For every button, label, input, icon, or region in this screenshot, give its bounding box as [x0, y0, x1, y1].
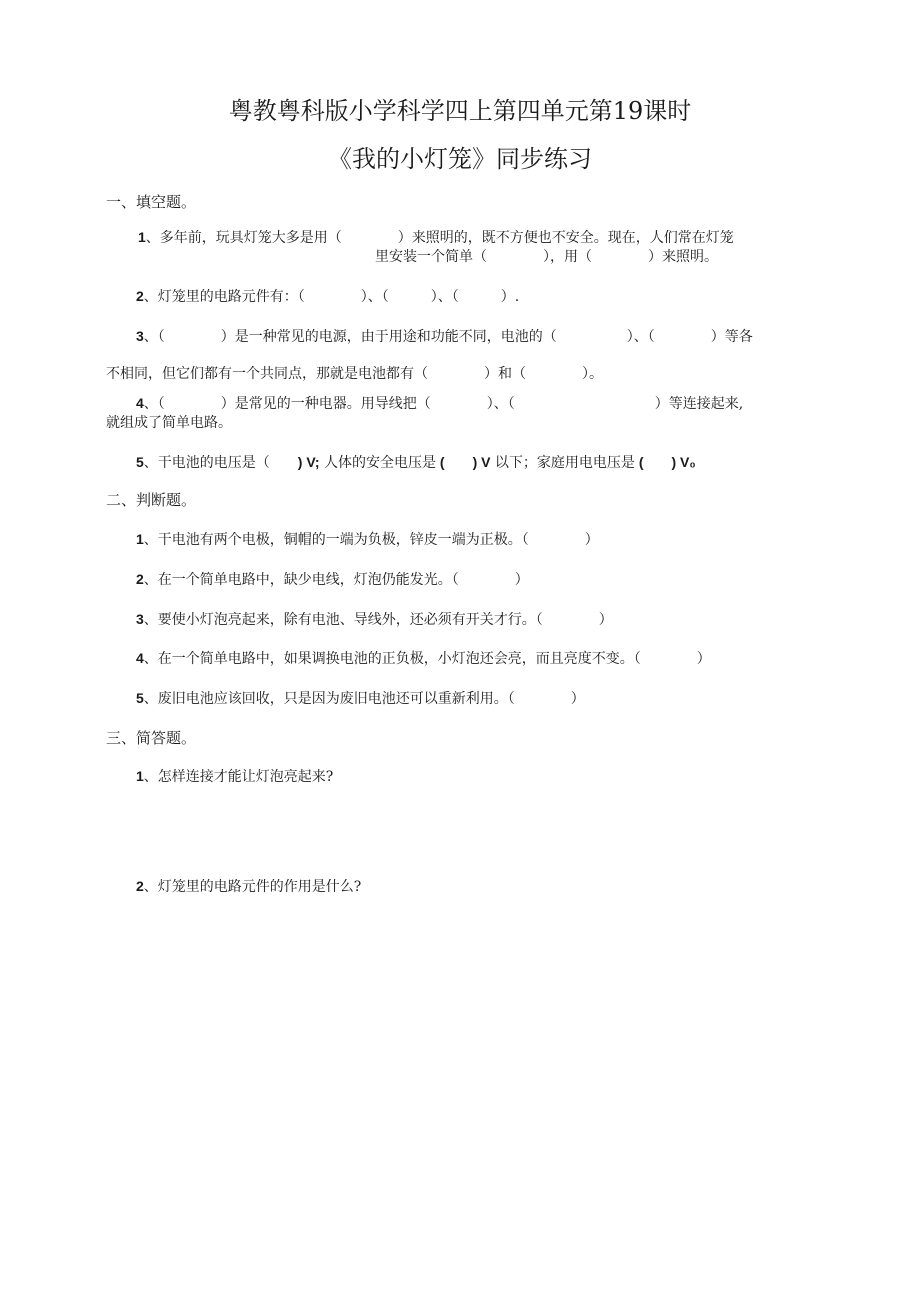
- page-subtitle: 《我的小灯笼》同步练习: [328, 145, 592, 173]
- question-text: 、要使小灯泡亮起来，除有电池、导线外，还必须有开关才行。（ ）: [143, 612, 613, 628]
- question-text: 、干电池有两个电极，铜帽的一端为负极，锌皮一端为正极。（ ）: [143, 532, 599, 548]
- judge-question-4: [136, 649, 711, 668]
- question-text: 、多年前，玩具灯笼大多是用（ ）来照明的，既不方便也不安全。现在，人们常在灯笼: [145, 230, 734, 246]
- question-text: 人体的安全电压是: [319, 455, 437, 471]
- question-text: 、干电池的电压是（: [143, 455, 270, 471]
- question-number: 5: [136, 454, 144, 470]
- blank-volt: ) V;: [269, 454, 320, 470]
- question-text: 、在一个简单电路中，如果调换电池的正负极，小灯泡还会亮，而且亮度不变。（ ）: [143, 651, 711, 667]
- fill-question-1: [138, 228, 734, 247]
- fill-question-4-cont: 就组成了简单电路。: [106, 415, 232, 431]
- question-text: 、灯笼里的电路元件有：（ ）、（ ）、（ ）.: [143, 289, 520, 305]
- question-number: 3: [136, 328, 144, 344]
- question-number: 2: [136, 878, 144, 894]
- fill-question-3-cont: 不相同，但它们都有一个共同点，那就是电池都有（ ）和（ ）。: [106, 366, 603, 382]
- fill-question-4: [136, 394, 743, 413]
- question-number: 1: [138, 229, 146, 245]
- question-number: 1: [136, 768, 144, 784]
- page-title: 粤教粤科版小学科学四上第四单元第19课时: [228, 97, 692, 125]
- judge-question-5: [136, 689, 585, 708]
- answer-question-2: [136, 877, 361, 896]
- fill-question-3: [136, 327, 753, 346]
- blank-volt: ( ) V: [436, 454, 491, 470]
- question-text: 、灯笼里的电路元件的作用是什么?: [143, 879, 362, 895]
- question-text: 、废旧电池应该回收，只是因为废旧电池还可以重新利用。（ ）: [143, 691, 585, 707]
- fill-question-1-cont: 里安装一个简单（ ），用（ ）来照明。: [375, 249, 718, 265]
- question-text: 、在一个简单电路中，缺少电线，灯泡仍能发光。（ ）: [143, 572, 529, 588]
- question-text: 、（ ）是常见的一种电器。用导线把（ ）、（ ）等连接起来,: [143, 396, 744, 412]
- question-number: 5: [136, 690, 144, 706]
- question-text: 以下；家庭用电电压是: [490, 455, 635, 471]
- section-heading-fill-blank: 一、填空题。: [106, 193, 197, 211]
- question-text: 、（ ）是一种常见的电源，由于用途和功能不同，电池的（ ）、（ ）等各: [143, 329, 753, 345]
- question-number: 4: [136, 395, 144, 411]
- fill-question-5: [136, 453, 696, 472]
- question-number: 3: [136, 611, 144, 627]
- section-heading-short-answer: 三、简答题。: [106, 729, 197, 747]
- judge-question-2: [136, 570, 529, 589]
- judge-question-1: [136, 530, 599, 549]
- fill-question-2: [136, 287, 519, 306]
- blank-volt: ( ) V₀: [634, 454, 696, 470]
- question-number: 2: [136, 288, 144, 304]
- question-number: 2: [136, 571, 144, 587]
- judge-question-3: [136, 610, 613, 629]
- section-heading-true-false: 二、判断题。: [106, 491, 197, 509]
- answer-question-1: [136, 767, 333, 786]
- question-number: 1: [136, 531, 144, 547]
- question-text: 、怎样连接才能让灯泡亮起来?: [143, 769, 334, 785]
- question-number: 4: [136, 650, 144, 666]
